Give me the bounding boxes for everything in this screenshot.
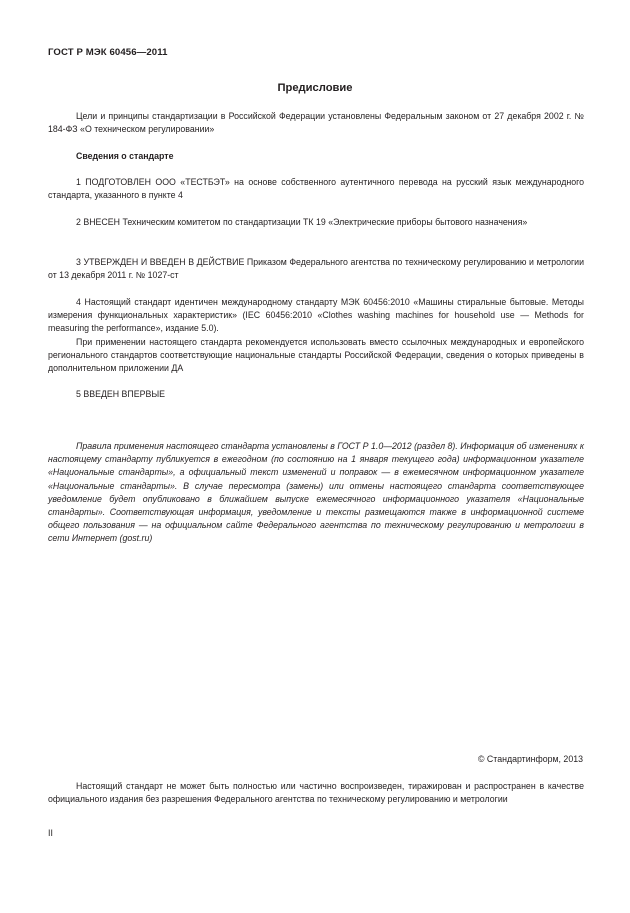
item-4-block [48, 296, 584, 375]
info-heading-block [48, 150, 584, 163]
item-identical: 4 Настоящий стандарт идентичен международному стандарту МЭК 60456:2010 «Машины стиральные бытовые. Методы измерения функциональных характеристик» (IEC 60456:2010 «Clothes washing machines for household use — Methods for measuring the performance», издание 5.0). [48, 297, 584, 334]
copyright: © Стандартинформ, 2013 [477, 754, 583, 764]
item-first: 5 ВВЕДЕН ВПЕРВЫЕ [76, 389, 166, 399]
item-3-block [48, 256, 584, 282]
rules-notice-block [48, 440, 584, 546]
item-submitted: 2 ВНЕСЕН Техническим комитетом по стандартизации ТК 19 «Электрические приборы бытового назначения» [76, 217, 528, 227]
document-header: ГОСТ Р МЭК 60456—2011 [48, 47, 168, 58]
rules-notice: Правила применения настоящего стандарта установлены в ГОСТ Р 1.0—2012 (раздел 8). Информация об изменениях к настоящему стандарту публикуется в ежегодном (по состоянию на 1 января текущего года) информационном указателе «Национальные стандарты», а официальный текст изменений и поправок — в ежемесячном информационном указателе «Национальные стандарты». В случае пересмотра (замены) или отмены настоящего стандарта соответствующее уведомление будет опубликовано в ближайшем выпуске ежемесячного информационного указателя «Национальные стандарты». Соответствующая информация, уведомление и тексты размещаются также в информационной системе общего пользования — на официальном сайте Федерального агентства по техническому регулированию и метрологии в сети Интернет (gost.ru) [48, 441, 584, 544]
info-heading: Сведения о стандарте [76, 151, 174, 161]
item-5-block [48, 388, 584, 401]
intro-block [48, 110, 584, 136]
item-references: При применении настоящего стандарта рекомендуется использовать вместо ссылочных международных и европейского регионального стандартов соответствующие национальные стандарты Российской Федерации, сведения о которых приведены в дополнительном приложении ДА [48, 336, 584, 374]
reproduction-notice: Настоящий стандарт не может быть полностью или частично воспроизведен, тиражирован и распространен в качестве официального издания без разрешения Федерального агентства по техническому регулированию и метрологии [48, 781, 584, 805]
reproduction-block [48, 780, 584, 806]
page-number: II [48, 828, 53, 838]
item-approved: 3 УТВЕРЖДЕН И ВВЕДЕН В ДЕЙСТВИЕ Приказом Федерального агентства по техническому регулированию и метрологии от 13 декабря 2011 г. № 1027-ст [48, 257, 584, 281]
item-prepared: 1 ПОДГОТОВЛЕН ООО «ТЕСТБЭТ» на основе собственного аутентичного перевода на русский язык международного стандарта, указанного в пункте 4 [48, 177, 584, 201]
item-1-block [48, 176, 584, 202]
intro-paragraph: Цели и принципы стандартизации в Российской Федерации установлены Федеральным законом от 27 декабря 2002 г. № 184-ФЗ «О техническом регулировании» [48, 111, 584, 135]
item-2-block [48, 216, 584, 229]
page-title: Предисловие [277, 82, 353, 94]
